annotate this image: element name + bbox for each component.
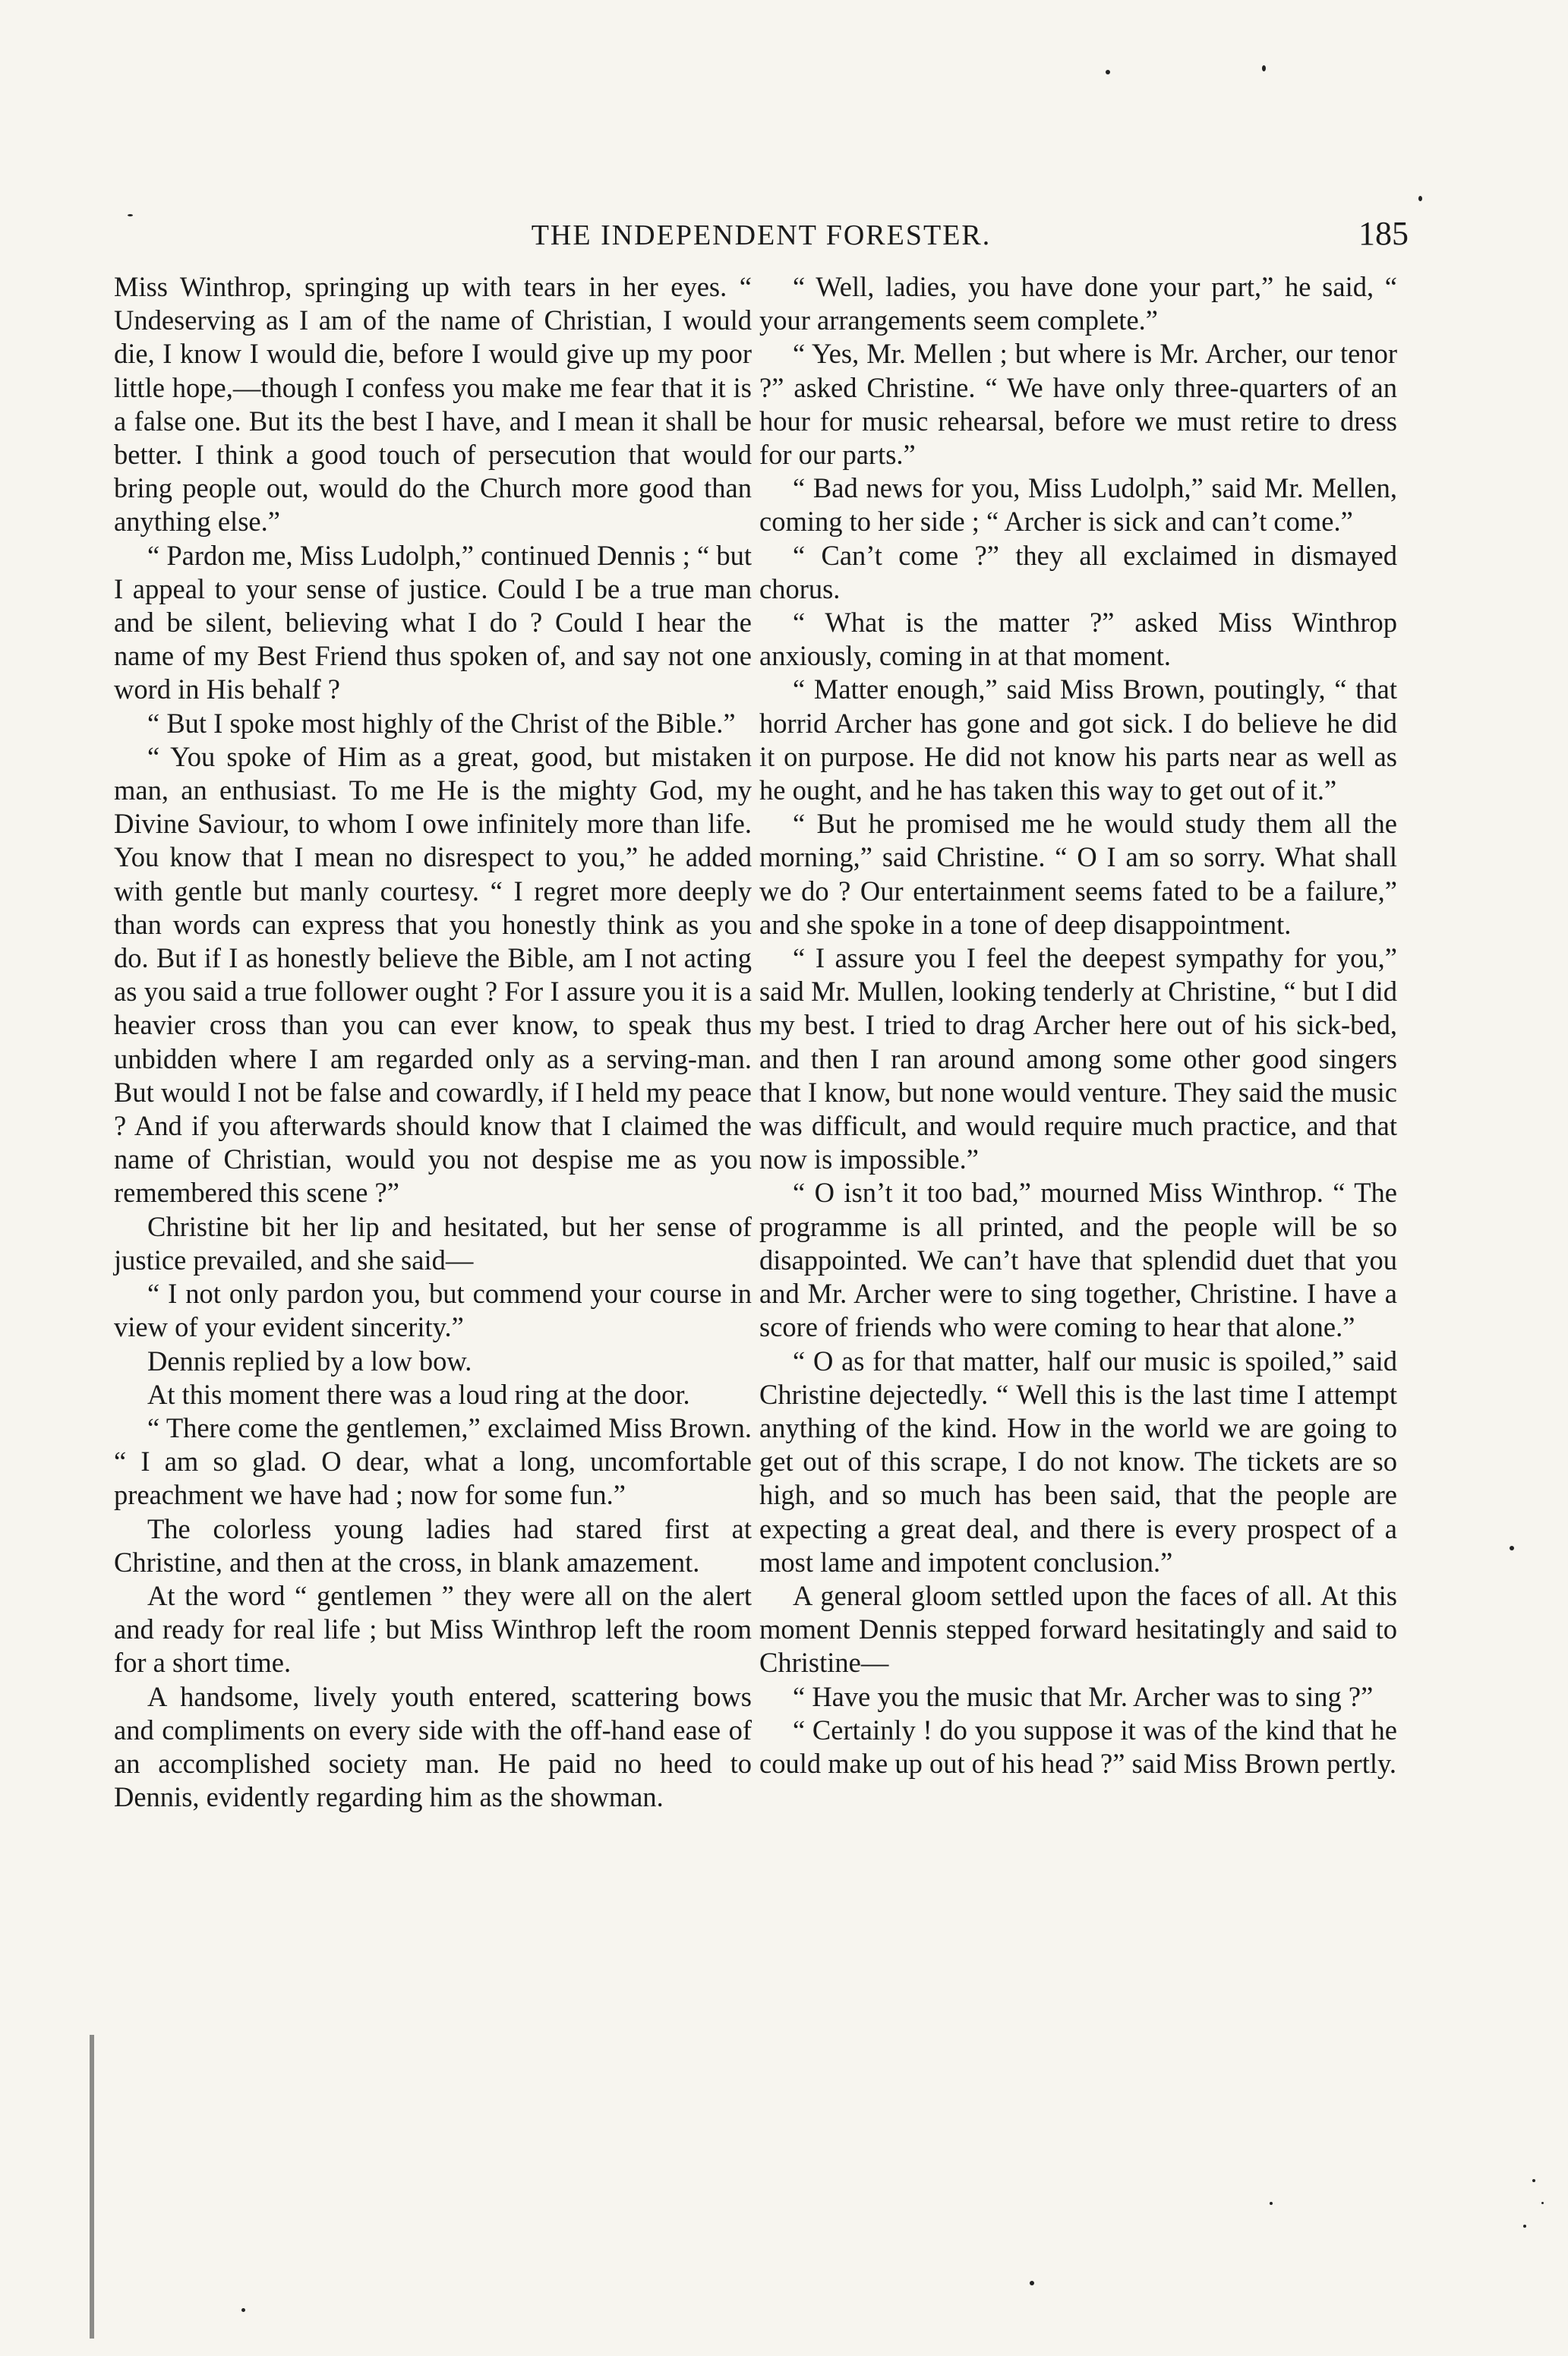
paragraph: At this moment there was a loud ring at the door. bbox=[147, 1378, 690, 1410]
paragraph: “ But I spoke most highly of the Christ of the Bible.” bbox=[147, 707, 736, 739]
paragraph: “ Can’t come ?” they all exclaimed in dismayed chorus. bbox=[759, 539, 1397, 604]
scan-speck bbox=[1106, 70, 1110, 74]
paragraph: At the word “ gentlemen ” they were all on the alert and ready for real life ; but Miss Winthrop left the room for a short time. bbox=[114, 1579, 752, 1679]
paragraph: Christine bit her lip and hesitated, but her sense of justice prevailed, and she said— bbox=[114, 1210, 752, 1276]
scan-speck bbox=[1030, 2281, 1034, 2285]
paragraph: Dennis replied by a low bow. bbox=[147, 1345, 472, 1377]
paragraph: The colorless young ladies had stared first at Christine, and then at the cross, in blank amazement. bbox=[114, 1512, 752, 1578]
paragraph: “ Have you the music that Mr. Archer was to sing ?” bbox=[793, 1680, 1374, 1712]
paragraph: “ What is the matter ?” asked Miss Winthrop anxiously, coming in at that moment. bbox=[759, 607, 1397, 672]
scan-speck bbox=[1262, 65, 1266, 71]
paragraph: “ I not only pardon you, but commend your course in view of your evident sincerity.” bbox=[114, 1278, 752, 1343]
right-column bbox=[759, 270, 1397, 1780]
scan-speck bbox=[1418, 196, 1422, 201]
scan-speck bbox=[1270, 2202, 1273, 2205]
paragraph: “ Matter enough,” said Miss Brown, poutingly, “ that horrid Archer has gone and got sick. I do believe he did it on purpose. He did not know his parts near as well as he ought, and he has taken this way to get out of it.” bbox=[759, 673, 1397, 806]
scan-speck bbox=[1532, 2179, 1535, 2182]
paragraph: A general gloom settled upon the faces of all. At this moment Dennis stepped forward hesitatingly and said to Christine— bbox=[759, 1579, 1397, 1679]
page-number: 185 bbox=[1358, 215, 1409, 252]
paragraph: Miss Winthrop, springing up with tears in her eyes. “ Undeserving as I am of the name of Christian, I would die, I know I would die, before I would give up my poor little hope,—though I confess you make me fear that it is a false one. But its the best I have, and I mean it shall be better. I think a good touch of persecution that would bring people out, would do the Church more good than anything else.” bbox=[114, 271, 752, 538]
scan-speck bbox=[128, 214, 133, 216]
paragraph: “ Yes, Mr. Mellen ; but where is Mr. Archer, our tenor ?” asked Christine. “ We have only three-quarters of an hour for music rehearsal, before we must retire to dress for our parts.” bbox=[759, 338, 1397, 471]
left-column bbox=[114, 270, 752, 1814]
paragraph: “ Pardon me, Miss Ludolph,” continued Dennis ; “ but I appeal to your sense of justice. Could I be a true man and be silent, believing what I do ? Could I hear the name of my Best Friend thus spoken of, and say not one word in His behalf ? bbox=[114, 539, 752, 705]
paragraph: “ But he promised me he would study them all the morning,” said Christine. “ O I am so sorry. What shall we do ? Our entertainment seems fated to be a failure,” and she spoke in a tone of deep disappointment. bbox=[759, 808, 1397, 940]
paragraph: A handsome, lively youth entered, scattering bows and compliments on every side with the off-hand ease of an accomplished society man. He paid no heed to Dennis, evidently regarding him as the showman. bbox=[114, 1680, 752, 1813]
scan-speck bbox=[1523, 2225, 1526, 2228]
scan-speck bbox=[241, 2308, 245, 2312]
paragraph: “ Certainly ! do you suppose it was of the kind that he could make up out of his head ?” said Miss Brown pertly. bbox=[759, 1714, 1397, 1779]
paragraph: “ There come the gentlemen,” exclaimed Miss Brown. “ I am so glad. O dear, what a long, uncomfortable preachment we have had ; now for some fun.” bbox=[114, 1411, 752, 1511]
page-header bbox=[114, 214, 1409, 260]
scan-speck bbox=[1541, 2202, 1544, 2204]
paragraph: “ O isn’t it too bad,” mourned Miss Winthrop. “ The programme is all printed, and the people will be so disappointed. We can’t have that splendid duet that you and Mr. Archer were to sing together, Christine. I have a score of friends who were coming to hear that alone.” bbox=[759, 1177, 1397, 1343]
scan-edge-mark bbox=[90, 2035, 94, 2339]
paragraph: “ Bad news for you, Miss Ludolph,” said Mr. Mellen, coming to her side ; “ Archer is sick and can’t come.” bbox=[759, 472, 1397, 538]
paragraph: “ Well, ladies, you have done your part,” he said, “ your arrangements seem complete.” bbox=[759, 271, 1397, 336]
paragraph: “ You spoke of Him as a great, good, but mistaken man, an enthusiast. To me He is the mighty God, my Divine Saviour, to whom I owe infinitely more than life. You know that I mean no disrespect to you,” he added with gentle but manly courtesy. “ I regret more deeply than words can express that you honestly think as you do. But if I as honestly believe the Bible, am I not acting as you said a true follower ought ? For I assure you it is a heavier cross than you can ever know, to speak thus unbidden where I am regarded only as a serving-man. But would I not be false and cowardly, if I held my peace ? And if you afterwards should know that I claimed the name of Christian, would you not despise me as you remembered this scene ?” bbox=[114, 740, 752, 1209]
paragraph: “ O as for that matter, half our music is spoiled,” said Christine dejectedly. “ Well this is the last time I attempt anything of the kind. How in the world we are going to get out of this scrape, I do not know. The tickets are so high, and so much has been said, that the people are expecting a great deal, and there is every prospect of a most lame and impotent conclusion.” bbox=[759, 1345, 1397, 1578]
running-title: THE INDEPENDENT FORESTER. bbox=[531, 219, 992, 251]
paragraph: “ I assure you I feel the deepest sympathy for you,” said Mr. Mullen, looking tenderly at Christine, “ but I did my best. I tried to drag Archer here out of his sick-bed, and then I ran around among some other good singers that I know, but none would venture. They said the music was difficult, and would require much practice, and that now is impossible.” bbox=[759, 942, 1397, 1175]
scan-speck bbox=[1510, 1546, 1514, 1550]
